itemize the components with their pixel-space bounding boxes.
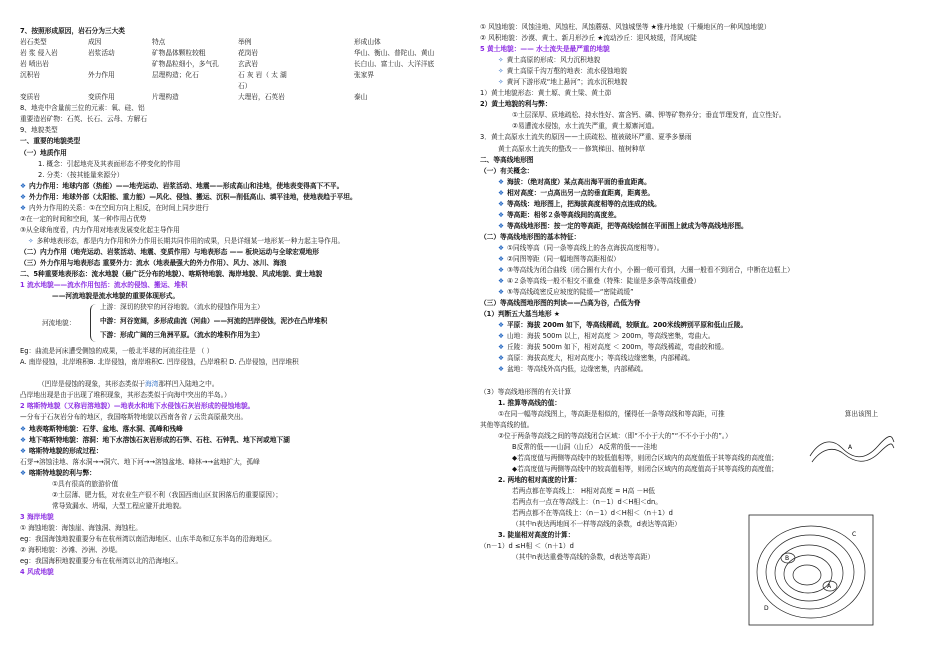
concept-contour-map: ❖ 等高线地形图：按一定的等高距，把等高线绘制在平面图上就成为等高线地形图。 (498, 221, 748, 230)
diamond-bullet-icon: ❖ (498, 210, 504, 219)
rock-table-cell: 岩石类型 (20, 38, 47, 47)
feature-1: ❖ ①同线等高（同一条等高线上的各点海拔高度相等）。 (498, 243, 664, 252)
contour-ring (757, 526, 865, 618)
loess-gullies: ✧ 黄土高原千沟万壑的地表：流水侵蚀地貌 (498, 67, 627, 76)
rock-table-cell: 沉积岩 (20, 71, 41, 80)
feature-5: ❖ ⑤等高线疏密反应坡度的陡缓—“密陡疏缓” (498, 288, 634, 297)
calc-3-note: （其中n表达重叠等高线的条数，d表达等高距） (512, 553, 655, 562)
crust-elements: 8、地壳中含量前三位的元素：氧、硅、铝 (20, 104, 145, 113)
calc-1-title: 1. 推算等高线的值： (498, 398, 562, 407)
calc-closed-region: ②位于两条等高线之间的等高线闭合区域：（即“不小于大的”“不不小于小的”。） (498, 431, 732, 440)
classification-line: 2. 分类：（按其能量来源分） (38, 170, 124, 179)
rock-table-row (20, 70, 458, 81)
contour-ring (766, 535, 854, 609)
coastal-deposit-eg: eg：我国海积地貌重要分布在杭州湾以北的沿海地区。 (20, 557, 183, 566)
rock-table-cell: 成因 (88, 38, 102, 47)
rock-table-row (20, 81, 458, 92)
calc-anomaly: B反常的低——山洞（山丘） A反常的低——洼地 (512, 442, 658, 451)
map-label: C (852, 531, 857, 538)
brace-icon (90, 304, 97, 342)
rock-table-cell: 岩浆活动 (88, 49, 115, 58)
rock-table-cell: 岩 浆 侵入岩 (20, 49, 58, 58)
rock-table-cell: 举例 (238, 38, 252, 47)
diamond-bullet-icon: ❖ (498, 177, 504, 186)
rock-table-cell: 片理构造 (152, 93, 179, 102)
karst-con: ②土层薄、肥力低，对农业生产很不利（我国西南山区贫困落后的重要原因）； (52, 490, 283, 499)
coastal-erosion: ① 海蚀地貌：海蚀崖、海蚀洞、海蚀柱。 (20, 523, 142, 532)
rock-table-cell: 石） (238, 82, 252, 91)
convex-note: 凸岸地出现是由于出现了堆积现象，其形态类似于向海中突出的半岛。） (20, 391, 231, 400)
karst-pros-cons-title: ❖ 喀斯特地貌的利与弊： (20, 468, 96, 477)
left-column (20, 26, 458, 578)
calc-3-title: 3. 陡崖相对高度的计算： (498, 531, 575, 540)
rock-table-row (20, 48, 458, 59)
diamond-bullet-icon: ❖ (20, 424, 26, 433)
diamond-bullet-icon: ❖ (498, 243, 504, 252)
feature-2: ❖ ②同图等距（同一幅地图等高距相似） (498, 254, 620, 263)
diamond-bullet-icon: ❖ (498, 277, 504, 286)
river-label: 河流地貌： (42, 319, 76, 328)
internal-force-line: ❖ 内力作用：地球内部（热能）——地壳运动、岩浆活动、地震——形成高山和洼地，使地表变得高下不平。 (20, 181, 344, 190)
rock-table-row (20, 92, 458, 103)
terrain-mountain: ❖ 山地：海拔 500m 以上，相对高度 ＞ 200m，等高线密集，弯曲大。 (498, 332, 715, 341)
right-column (480, 22, 932, 563)
diamond-bullet-icon: ❖ (20, 203, 26, 212)
coastal-deposit: ② 海积地貌：沙滩、沙洲、沙堤。 (20, 546, 122, 555)
diamond-bullet-icon: ❖ (20, 435, 26, 444)
contour-map-figure (748, 514, 874, 626)
loess-title: 5 黄土地貌：—— 水土流失是最严重的地貌 (480, 45, 610, 54)
contour-map-heading: 二、等高线地形图 (480, 155, 534, 164)
force-relation-3: ③从全球角度看，内力作用对地表发展变化起主导作用 (20, 225, 180, 234)
terrain-hill: ❖ 丘陵：海拔 500m 如下，相对高度 ＜ 200m，等高线稀疏，弯曲较和缓。 (498, 343, 728, 352)
rock-table-cell: 玄武岩 (238, 60, 259, 69)
diamond-bullet-icon: ✧ (28, 236, 34, 245)
coastal-erosion-eg: eg：我国海蚀地貌重要分布在杭州湾以南沿海地区、山东半岛和辽东半岛的沿海地区。 (20, 534, 276, 543)
concept-interval: ❖ 等高距：相邻２条等高线间的高度差。 (498, 210, 621, 219)
calc-2-note: （其中n表达两地间不一样等高线的条数，d表达等高距） (512, 520, 681, 529)
heading-geologic-action: （一）地质作用 (20, 148, 67, 157)
terrain-basin: ❖ 盆地：等高线外高内低，边缘密集，内部稀疏。 (498, 365, 648, 374)
concept-altitude: ❖ 海拔：（绝对高度）某点高出海平面的垂直距离。 (498, 177, 651, 186)
karst-distribution: —分布于石灰岩分布的地区，我国喀斯特地貌以西南各省 / 云贵高原最突出。 (20, 413, 248, 422)
diamond-bullet-icon: ✧ (498, 56, 504, 65)
rock-table-row (20, 59, 458, 70)
rock-table-cell: 花岗岩 (238, 49, 259, 58)
rock-table-cell: 矿物晶粒细小，多气孔 (152, 60, 219, 69)
rock-table-cell (88, 59, 152, 70)
map-label: B (785, 555, 790, 562)
contour-ring (784, 555, 832, 593)
calc-2-c: 若两点都不在等高线上：（n－1）d＜H相＜（n＋1）d (512, 509, 673, 518)
loess-forms: 1）黄土地貌形态：黄土塬、黄土梁、黄土峁 (480, 89, 612, 98)
concept-contour: ❖ 等高线：地形图上，把海拔高度相等的点连成的线。 (498, 199, 661, 208)
rock-table-cell: 层理构造；化石 (152, 71, 199, 80)
river-upstream: 上游：深切的狭窄的河谷地貌。（流水的侵蚀作用为主） (100, 303, 264, 312)
fluvial-landform-sub: ——河流地貌是流水地貌的重要体现形式。 (52, 292, 180, 301)
diamond-bullet-icon: ❖ (498, 354, 504, 363)
rock-table-cell: 变质作用 (88, 93, 115, 102)
calc-1-text: ①在同一幅等高线图上，等高距是相似的，懂得任一条等高线和等高距，可推 算出该图上 (498, 409, 879, 418)
force-relation-line: ❖ 内外力作用的关系：①在空间方向上相反，在时间上同步进行 (20, 203, 209, 212)
contour-sketch-figure (808, 434, 896, 466)
calc-2-a: 若两点都在等高线上： H相对高度 = H高 －H低 (512, 486, 655, 495)
diamond-bullet-icon: ❖ (498, 365, 504, 374)
loess-cons: ②易遭流水侵蚀，水土流失严重，黄土塬寨河道。 (512, 122, 659, 131)
meander-question: Eg：曲流是河床遭受侧蚀的成果，一般北半球的河流往往是 （ ） (20, 347, 214, 356)
diamond-bullet-icon: ❖ (498, 288, 504, 297)
terrain-plain: ❖ 平原：海拔 200m 如下，等高线稀疏，较顺直。200米线辨别平原和低山丘陵。 (498, 321, 748, 330)
rock-table (20, 37, 458, 103)
fluvial-landform-title: 1 流水地貌——流水作用包括：流水的侵蚀、搬运、堆积 (20, 281, 188, 290)
five-terrains-heading: （1）判断五大基当地形 ★ (480, 310, 560, 319)
diamond-bullet-icon: ✧ (498, 67, 504, 76)
yellow-river: ✧ 黄河下游形成“地上悬河”；流水沉积地貌 (498, 78, 628, 87)
diamond-bullet-icon: ❖ (20, 181, 26, 190)
reading-heading: （三）等高线图地形图的判读——凸高为谷，凸低为脊 (480, 299, 641, 308)
calc-2-title: 2. 两地的相对高度的计算： (498, 475, 582, 484)
karst-surface: ❖ 地表喀斯特地貌：石芽、盆地、落水洞、孤峰和残峰 (20, 424, 183, 433)
rock-table-cell: 华山、衡山、普陀山、黄山 (354, 49, 435, 58)
loess-pros-cons: 2）黄土地貌的利与弊： (480, 100, 552, 109)
rock-table-cell: 岩 喷出岩 (20, 60, 49, 69)
rock-table-cell: 大理岩，石英岩 (238, 93, 285, 102)
contour-line (812, 444, 894, 462)
calc-1-text-2: 其他等高线的值。 (480, 420, 534, 429)
rock-table-cell (20, 81, 88, 92)
diamond-bullet-icon: ❖ (498, 221, 504, 230)
rock-table-header (20, 37, 458, 48)
features-heading: （二）等高线地形图的基本特征： (480, 232, 581, 241)
rock-table-cell: 张家界 (354, 71, 375, 80)
karst-con-2: 常导致漏水、坍塌，大型工程应避开此地貌。 (52, 501, 186, 510)
force-relation-2: ②在一定的时间和空间，某一种作用占优势 (20, 214, 147, 223)
rock-table-cell (88, 81, 152, 92)
heading-landform-types: 一、重要的地貌类型 (20, 137, 81, 146)
rock-table-cell (354, 81, 458, 92)
rock-minerals: 重要造岩矿物：石英、长石、云母、方解石 (20, 115, 148, 124)
concave-note: （凹岸是侵蚀的现象，其形态类似于海湾那样凹入陆地之中。 (38, 380, 219, 389)
landform-types: 9、地貌类型 (20, 126, 58, 135)
calc-heading: （3）等高线地形图的有关计算 (480, 387, 572, 396)
diamond-bullet-icon: ❖ (498, 266, 504, 275)
rock-table-cell: 泰山 (354, 93, 368, 102)
loess-erosion-cause: 3．黄土高原水土流失的原因——土质疏松、植被破坏严重、夏季多暴雨 (480, 133, 692, 142)
loess-formation: ✧ 黄土高原的形成：风力沉积地貌 (498, 56, 601, 65)
diamond-bullet-icon: ❖ (498, 188, 504, 197)
karst-process: 石芽→溶蚀洼地、落水洞→→洞穴、地下河→→溶蚀盆地、峰林→→盆地扩大，孤峰 (20, 457, 260, 466)
feature-3: ❖ ③等高线为闭合曲线（闭合圈有大有小，小圈一般可看到，大圈一般看不到闭合，中断在边框上） (498, 266, 794, 275)
aeolian-title: 4 风成地貌 (20, 568, 54, 577)
diamond-bullet-icon: ❖ (20, 192, 26, 201)
feature-4: ❖ ④２条等高线一般不相交不重叠（特殊：陡崖是多条等高线重叠） (498, 277, 701, 286)
wind-deposit: ② 风积地貌：沙漠、黄土、新月形沙丘 ★流动沙丘：迎风坡缓，背风坡陡 (480, 34, 697, 43)
diamond-bullet-icon: ❖ (498, 254, 504, 263)
combined-force-line: ✧ 多种地表形态，都是内力作用和外力作用长期共同作用的成果，只是详细某一地形某一种力起主导作用。 (28, 236, 345, 245)
calc-2-b: 若两点有一点在等高线上：（n－1）d＜H相＜dn。 (512, 498, 662, 507)
spacer (480, 376, 932, 387)
diamond-bullet-icon: ❖ (20, 446, 26, 455)
external-force-landform: （三）外力作用与地表形态 重要外力：流水（地表最强大的外力作用）、风力、冰川、海浪 (20, 258, 287, 267)
karst-process-title: ❖ 喀斯特地貌的形成过程： (20, 446, 103, 455)
karst-pro: ①具有很高的旅游价值 (52, 479, 119, 488)
map-label: A (827, 583, 832, 590)
concept-relative-height: ❖ 相对高度：一点高出另一点的垂直距离，距离差。 (498, 188, 655, 197)
diamond-bullet-icon: ❖ (498, 343, 504, 352)
concept-line: 1. 概念：引起地壳及其表面形态不停变化的作用 (38, 159, 181, 168)
river-downstream: 下游：形成广阔的三角洲平原。（流水的堆积作用为主） (100, 331, 264, 340)
rock-table-cell: 特点 (152, 38, 166, 47)
river-landform-block (20, 302, 458, 346)
rock-table-cell: 矿物晶体颗粒较粗 (152, 49, 206, 58)
internal-force-landform: （二）内力作用（地壳运动、岩浆活动、地震、变质作用）与地表形态 —— 板块运动与全球宏观地形 (20, 247, 319, 256)
rock-table-cell: 变质岩 (20, 93, 41, 102)
rock-table-cell: 形成山体 (354, 38, 381, 47)
loess-remedy: 黄土高原水土流失的整改－－修筑梯田、植树种草 (498, 144, 646, 153)
karst-title: 2 喀斯特地貌（又称岩溶地貌）—地表水和地下水侵蚀石灰岩形成的侵蚀地貌。 (20, 402, 255, 411)
meander-options: A. 南岸侵蚀，北岸堆积B. 北岸侵蚀，南岸堆积C. 凹岸侵蚀，凸岸堆积 D. 凸岸侵蚀，凹岸堆积 (20, 358, 299, 367)
rock-table-cell (152, 81, 238, 92)
diamond-bullet-icon: ❖ (498, 321, 504, 330)
five-landforms: 二、5种重要地表形态：流水地貌（最广泛分布的地貌）、喀斯特地貌、海岸地貌、风成地貌、黄土地貌 (20, 270, 323, 279)
rock-table-cell: 石 灰 岩（ 太 湖 (238, 71, 287, 80)
diamond-bullet-icon: ❖ (498, 199, 504, 208)
karst-underground: ❖ 地下喀斯特地貌：溶洞：地下水溶蚀石灰岩形成的石笋、石柱、石钟乳、地下河或地下湖 (20, 435, 290, 444)
loess-pros: ①土层深厚、质地疏松、持水性好、富含钙、磷、钾等矿物养分；垂直节理发育，直立性好。 (512, 111, 786, 120)
contour-ring (793, 565, 821, 585)
river-midstream: 中游：河谷宽阔，多形成曲流（河曲）——河流的凹岸侵蚀，泥沙在凸岸堆积 (100, 317, 328, 326)
rock-section-title: 7、按照形成原因，岩石分为三大类 (20, 27, 125, 35)
rock-table-cell: 长白山、富士山、大洋洋底 (354, 60, 435, 69)
calc-rule-high: ◆若高度值与两侧等高线中的较高值相等，则闭合区域内的高度值高于其等高线的高度值； (512, 464, 778, 473)
diamond-bullet-icon: ❖ (498, 332, 504, 341)
spacer (20, 368, 458, 379)
figure-label: A (848, 444, 853, 451)
calc-rule-low: ◆若高度值与两侧等高线中的较低值相等，则闭合区域内的高度值低于其等高线的高度值； (512, 453, 778, 462)
concepts-heading: （一）有关概念： (480, 166, 534, 175)
terrain-plateau: ❖ 高原：海拔高度大，相对高度小；等高线边缘密集，内部稀疏。 (498, 354, 695, 363)
external-force-line: ❖ 外力作用：地球外部（太阳能、重力能）—风化、侵蚀、搬运、沉积—削低高山、填平洼地，使地表趋于平坦。 (20, 192, 357, 201)
diamond-bullet-icon: ❖ (20, 468, 26, 477)
diamond-bullet-icon: ✧ (498, 78, 504, 87)
calc-3-formula: （n－1）d ≤H相 ＜（n＋1）d (480, 542, 574, 551)
wind-erosion: ① 风蚀地貌：风蚀洼地、风蚀柱、风蚀蘑菇、风蚀城堡等 ★雅丹地貌（干燥地区的一种风蚀地貌） (480, 23, 771, 31)
rock-table-cell: 外力作用 (88, 71, 115, 80)
coastal-title: 3 海岸地貌 (20, 512, 54, 521)
map-label: D (764, 605, 769, 612)
